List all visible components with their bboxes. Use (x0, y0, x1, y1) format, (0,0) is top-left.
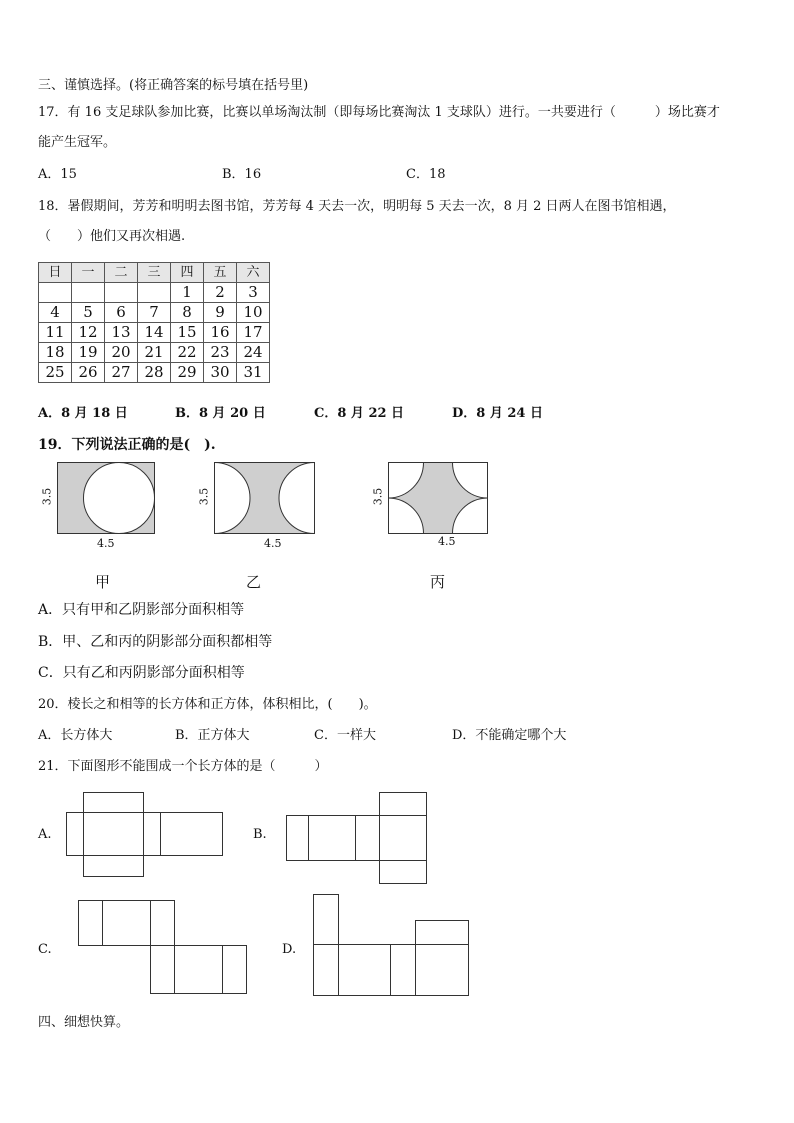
calendar-cell: 16 (204, 323, 237, 343)
calendar-cell: 21 (138, 343, 171, 363)
net-a-face (144, 813, 161, 856)
q18-option-b[interactable]: B．8 月 20 日 (175, 406, 266, 421)
calendar-cell: 8 (171, 303, 204, 323)
calendar-cell: 30 (204, 363, 237, 383)
net-d-face (416, 945, 469, 996)
q19-option-a[interactable]: A．只有甲和乙阴影部分面积相等 (38, 602, 245, 618)
net-c-face (79, 901, 103, 946)
calendar-header: 三 (138, 263, 171, 283)
net-b-face (380, 816, 427, 861)
figure-bing-height-label: 3.5 (371, 487, 385, 506)
august-calendar (38, 262, 270, 383)
net-d-face (314, 895, 339, 945)
section4-heading: 四、细想快算。 (38, 1015, 130, 1030)
q21-option-d-label[interactable]: D. (282, 942, 297, 957)
calendar-cell: 18 (39, 343, 72, 363)
calendar-row (39, 283, 270, 303)
net-a-face (84, 793, 144, 813)
net-b-face (380, 793, 427, 816)
q17-text-line2: 能产生冠军。 (38, 135, 117, 150)
q20-option-d[interactable]: D．不能确定哪个大 (452, 728, 567, 743)
q17-option-b[interactable]: B．16 (222, 167, 262, 182)
net-a[interactable] (66, 792, 224, 878)
q19-question: 19．下列说法正确的是( ). (38, 437, 216, 453)
calendar-cell: 13 (105, 323, 138, 343)
q18-text-line2: （ ）他们又再次相遇. (38, 229, 186, 244)
net-d-face (314, 945, 339, 996)
figure-yi (214, 462, 315, 534)
calendar-cell: 19 (72, 343, 105, 363)
calendar-cell: 1 (171, 283, 204, 303)
calendar-row (39, 363, 270, 383)
q20-option-b[interactable]: B．正方体大 (175, 728, 250, 743)
calendar-cell: 11 (39, 323, 72, 343)
calendar-cell: 25 (39, 363, 72, 383)
calendar-header: 日 (39, 263, 72, 283)
net-c[interactable] (77, 899, 250, 995)
calendar-header: 二 (105, 263, 138, 283)
net-c-face (151, 901, 175, 946)
calendar-header: 一 (72, 263, 105, 283)
figure-jia-label: 甲 (95, 573, 111, 591)
calendar-cell: 5 (72, 303, 105, 323)
calendar-header-row (39, 263, 270, 283)
calendar-cell: 7 (138, 303, 171, 323)
calendar-row (39, 303, 270, 323)
q20-option-a[interactable]: A．长方体大 (38, 728, 113, 743)
figure-yi-height-label: 3.5 (197, 487, 211, 506)
calendar-cell: 23 (204, 343, 237, 363)
net-d-face (416, 921, 469, 945)
q21-option-c-label[interactable]: C. (38, 942, 52, 957)
q20-option-c[interactable]: C．一样大 (314, 728, 376, 743)
q17-text-line1: 17．有 16 支足球队参加比赛，比赛以单场淘汰制（即每场比赛淘汰 1 支球队）进行。一共要进行（ ）场比赛才 (38, 105, 720, 120)
net-b-face (356, 816, 380, 861)
q19-option-c[interactable]: C．只有乙和丙阴影部分面积相等 (38, 665, 245, 681)
calendar-cell: 14 (138, 323, 171, 343)
q18-option-c[interactable]: C．8 月 22 日 (314, 406, 405, 421)
calendar-cell: 24 (237, 343, 270, 363)
calendar-cell: 4 (39, 303, 72, 323)
calendar-cell (39, 283, 72, 303)
net-c-face (103, 901, 151, 946)
q17-option-c[interactable]: C．18 (406, 167, 446, 182)
calendar-cell: 29 (171, 363, 204, 383)
net-c-face (175, 946, 223, 994)
figure-jia (57, 462, 155, 534)
net-a-face (84, 813, 144, 856)
calendar-cell (138, 283, 171, 303)
figure-jia-circle (84, 463, 155, 534)
figure-bing-label: 丙 (430, 573, 446, 591)
calendar-row (39, 343, 270, 363)
net-c-face (151, 946, 175, 994)
q21-option-a-label[interactable]: A. (38, 827, 52, 842)
net-d[interactable] (312, 893, 472, 997)
net-d-face (391, 945, 416, 996)
figure-jia-width-label: 4.5 (97, 537, 115, 550)
figure-yi-label: 乙 (246, 573, 262, 591)
net-b-face (309, 816, 356, 861)
calendar-cell: 9 (204, 303, 237, 323)
q21-question: 21．下面图形不能围成一个长方体的是（ ） (38, 759, 328, 774)
calendar-cell (72, 283, 105, 303)
calendar-cell: 20 (105, 343, 138, 363)
figure-bing-width-label: 4.5 (438, 535, 456, 548)
calendar-cell: 15 (171, 323, 204, 343)
calendar-cell: 22 (171, 343, 204, 363)
net-a-face (161, 813, 223, 856)
calendar-cell: 31 (237, 363, 270, 383)
calendar-row (39, 323, 270, 343)
calendar-cell: 27 (105, 363, 138, 383)
figure-bing (388, 462, 488, 534)
calendar-cell: 2 (204, 283, 237, 303)
calendar-cell: 28 (138, 363, 171, 383)
net-b-face (287, 816, 309, 861)
calendar-cell: 10 (237, 303, 270, 323)
q18-option-a[interactable]: A．8 月 18 日 (38, 406, 128, 421)
figure-yi-width-label: 4.5 (264, 537, 282, 550)
net-a-face (67, 813, 84, 856)
q18-text-line1: 18．暑假期间，芳芳和明明去图书馆，芳芳每 4 天去一次，明明每 5 天去一次，8 月 2 日两人在图书馆相遇， (38, 199, 676, 214)
q18-option-d[interactable]: D．8 月 24 日 (452, 406, 543, 421)
calendar-header: 四 (171, 263, 204, 283)
calendar-header: 六 (237, 263, 270, 283)
net-b[interactable] (284, 791, 430, 886)
calendar-header: 五 (204, 263, 237, 283)
q20-question: 20．棱长之和相等的长方体和正方体，体积相比，( )。 (38, 697, 377, 712)
calendar-cell (105, 283, 138, 303)
calendar-cell: 3 (237, 283, 270, 303)
net-d-face (339, 945, 391, 996)
net-a-face (84, 856, 144, 877)
q17-option-a[interactable]: A．15 (38, 167, 77, 182)
calendar-cell: 17 (237, 323, 270, 343)
q21-option-b-label[interactable]: B. (253, 827, 267, 842)
q19-option-b[interactable]: B．甲、乙和丙的阴影部分面积都相等 (38, 634, 273, 650)
calendar-cell: 12 (72, 323, 105, 343)
calendar-cell: 6 (105, 303, 138, 323)
net-b-face (380, 861, 427, 884)
figure-jia-height-label: 3.5 (40, 487, 54, 506)
calendar-cell: 26 (72, 363, 105, 383)
net-c-face (223, 946, 247, 994)
section3-heading: 三、谨慎选择。(将正确答案的标号填在括号里) (38, 78, 309, 93)
